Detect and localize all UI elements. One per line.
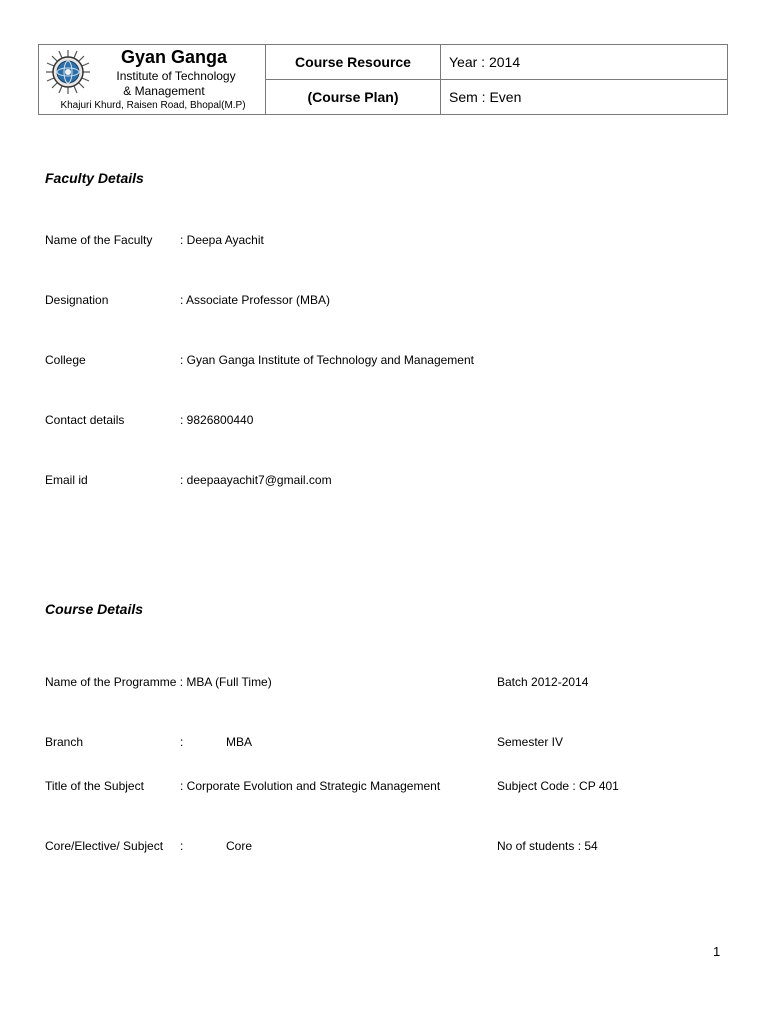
course-details-heading: Course Details [45, 601, 144, 617]
core-elective-colon: : [180, 839, 184, 853]
designation-label: Designation [45, 293, 109, 307]
org-subtitle-2: & Management [123, 84, 205, 98]
semester-field: Semester IV [497, 735, 564, 749]
org-name: Gyan Ganga [120, 47, 228, 67]
branch-value: MBA [226, 735, 253, 749]
contact-value: : 9826800440 [180, 413, 254, 427]
programme-field: Name of the Programme : MBA (Full Time) [45, 675, 272, 689]
email-value: : deepaayachit7@gmail.com [180, 473, 332, 487]
batch-field: Batch 2012-2014 [497, 675, 589, 689]
org-address: Khajuri Khurd, Raisen Road, Bhopal(M.P) [60, 100, 246, 111]
faculty-name-label: Name of the Faculty [45, 233, 153, 247]
core-elective-value: Core [226, 839, 253, 853]
org-subtitle-1: Institute of Technology [116, 69, 236, 83]
faculty-details-heading: Faculty Details [45, 170, 144, 186]
faculty-name-value: : Deepa Ayachit [180, 233, 264, 247]
branch-label: Branch [45, 735, 84, 749]
contact-label: Contact details [45, 413, 125, 427]
doc-subtype-cell: (Course Plan) [266, 80, 441, 115]
doc-type-cell: Course Resource [266, 45, 441, 80]
page-number: 1 [713, 944, 721, 959]
institute-emblem-icon [45, 49, 91, 95]
year-cell: Year : 2014 [441, 45, 728, 80]
college-label: College [45, 353, 86, 367]
branch-colon: : [180, 735, 184, 749]
subject-code-field: Subject Code : CP 401 [497, 779, 619, 793]
semester-cell: Sem : Even [441, 80, 728, 115]
email-label: Email id [45, 473, 88, 487]
core-elective-label: Core/Elective/ Subject [45, 839, 164, 853]
institute-logo-block [39, 45, 266, 115]
header-table [38, 44, 728, 115]
students-count-field: No of students : 54 [497, 839, 598, 853]
college-value: : Gyan Ganga Institute of Technology and Management [180, 353, 474, 367]
designation-value: : Associate Professor (MBA) [180, 293, 331, 307]
subject-title-label: Title of the Subject [45, 779, 144, 793]
subject-title-value: : Corporate Evolution and Strategic Management [180, 779, 441, 793]
